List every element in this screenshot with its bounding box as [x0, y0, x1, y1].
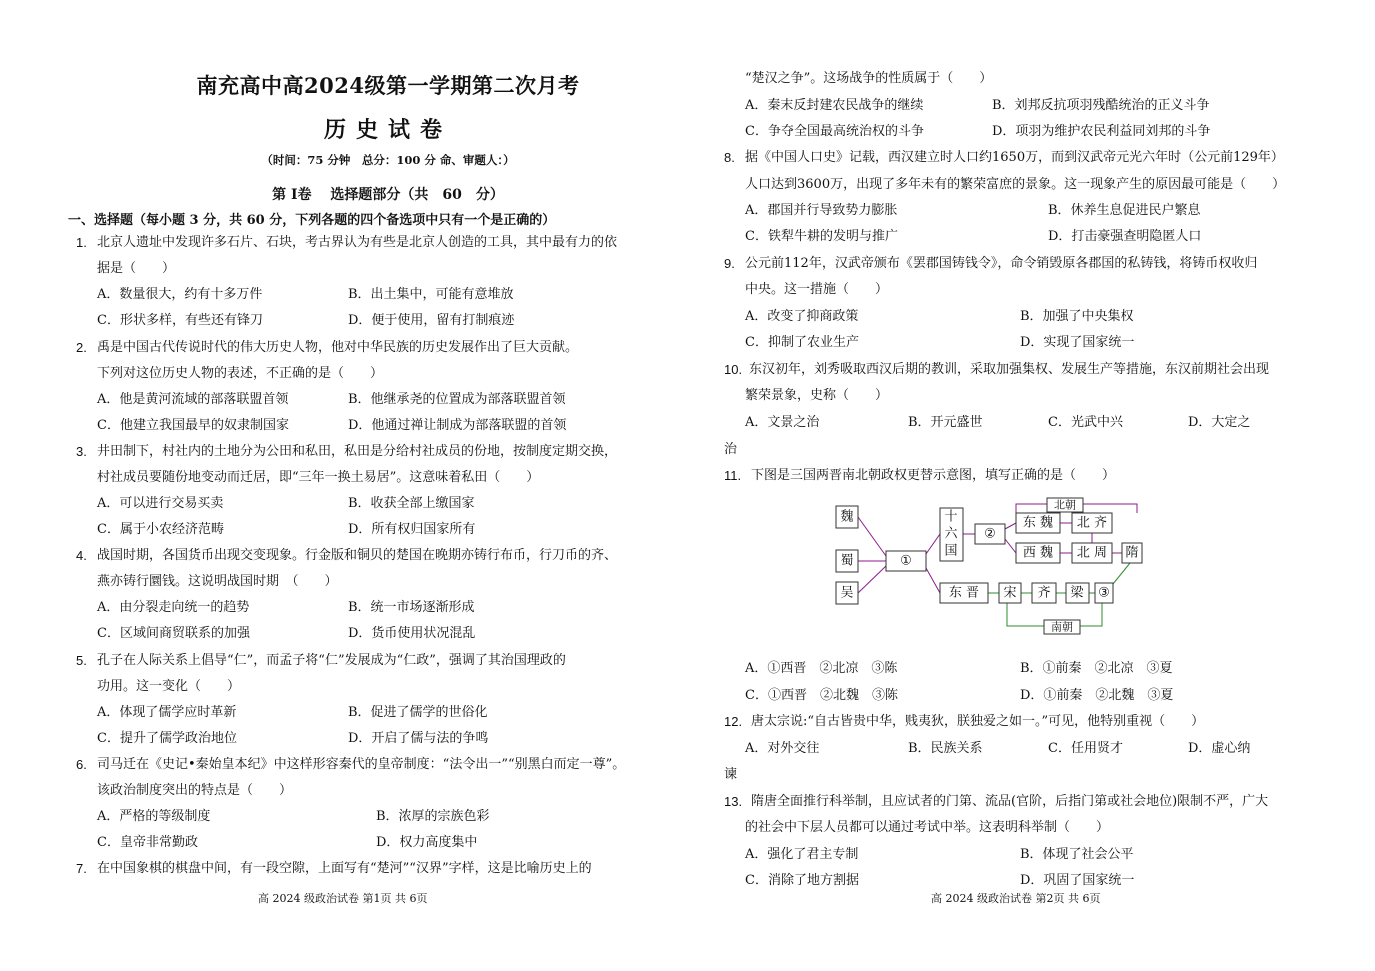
label-qi: 齐	[1037, 585, 1051, 601]
option-b: B．休养生息促进民户繁息	[1048, 203, 1201, 218]
page-title: 南充高中高2024级第一学期第二次月考	[196, 73, 580, 98]
option-b: B．他继承尧的位置成为部落联盟首领	[348, 392, 566, 407]
option-d: D．打击豪强查明隐匿人口	[1048, 229, 1202, 244]
question-number: 12.	[724, 714, 743, 729]
label-sixteen-3: 国	[944, 543, 958, 559]
option-d: D．权力高度集中	[376, 835, 478, 850]
option-d: D．他通过禅让制成为部落联盟的首领	[348, 418, 567, 433]
option-c: C．抑制了农业生产	[745, 335, 859, 350]
question-number: 13.	[724, 794, 743, 809]
option-b: B．体现了社会公平	[1020, 847, 1134, 862]
option-d: D．便于使用，留有打制痕迹	[348, 313, 515, 328]
question-text: 下列对这位历史人物的表述，不正确的是（ ）	[97, 366, 384, 381]
question-text: 司马迁在《史记•秦始皇本纪》中这样形容秦代的皇帝制度：“法令出一”“别黑白而定一尊”。	[97, 757, 626, 772]
question-number: 1.	[76, 235, 87, 250]
option-a: A．文景之治	[745, 415, 820, 430]
part-heading: 第 Ⅰ卷 选择题部分（共 60 分）	[272, 187, 504, 203]
option-b: B．民族关系	[908, 741, 983, 756]
option-b: B．促进了儒学的世俗化	[348, 705, 488, 720]
label-beizhou: 北 周	[1076, 545, 1108, 561]
option-b: B．浓厚的宗族色彩	[376, 809, 490, 824]
question-text: 公元前112年，汉武帝颁布《罢郡国铸钱令》，命令销毁原各郡国的私铸钱，将铸币权收归	[745, 256, 1258, 271]
option-b: B．收获全部上缴国家	[348, 496, 475, 511]
question-text: 该政治制度突出的特点是（ ）	[97, 783, 293, 798]
question-text: 唐太宗说:“自古皆贵中华，贱夷狄，朕独爱之如一。”可见，他特别重视（ ）	[751, 714, 1205, 729]
option-d: D．所有权归国家所有	[348, 522, 476, 537]
label-sixteen-2: 六	[944, 526, 958, 542]
option-b: B．开元盛世	[908, 415, 983, 430]
option-c: C．他建立我国最早的奴隶制国家	[97, 418, 289, 433]
option-c: C．争夺全国最高统治权的斗争	[745, 124, 924, 139]
option-d: D．货币使用状况混乱	[348, 626, 476, 641]
question-text: “楚汉之争”。这场战争的性质属于（ ）	[745, 71, 993, 86]
question-text: 中央。这一措施（ ）	[745, 282, 889, 297]
option-a: A．秦末反封建农民战争的继续	[745, 98, 924, 113]
diagram-labels	[840, 498, 1138, 634]
question-number: 3.	[76, 444, 87, 459]
question-number: 7.	[76, 861, 87, 876]
label-dongwei: 东 魏	[1022, 515, 1054, 531]
exam-meta: （时间：75 分钟 总分：100 分 命、审题人：）	[261, 153, 515, 167]
question-number: 11.	[724, 468, 742, 483]
option-c: C．属于小农经济范畴	[97, 522, 224, 537]
option-c: C．消除了地方割据	[745, 873, 859, 888]
option-d: D．①前秦 ②北魏 ③夏	[1020, 688, 1174, 703]
question-text: 人口达到3600万，出现了多年未有的繁荣富庶的景象。这一现象产生的原因最可能是（ ）	[745, 177, 1286, 192]
label-wu: 吴	[840, 585, 854, 601]
label-wei: 魏	[840, 509, 854, 525]
option-c: C．铁犁牛耕的发明与推广	[745, 229, 898, 244]
option-a: A．对外交往	[745, 741, 820, 756]
question-number: 5.	[76, 653, 87, 668]
option-d: D．项羽为维护农民利益同刘邦的斗争	[992, 124, 1211, 139]
question-text: 据《中国人口史》记载，西汉建立时人口约1650万，而到汉武帝元光六年时（公元前129年）	[745, 150, 1284, 165]
option-c: C．任用贤才	[1048, 741, 1123, 756]
label-beichao: 北朝	[1054, 498, 1076, 512]
label-blank-3: ③	[1098, 585, 1110, 601]
option-b: B．刘邦反抗项羽残酷统治的正义斗争	[992, 98, 1210, 113]
question-text: 隋唐全面推行科举制，且应试者的门第、流品(官阶，后指门第或社会地位)限制不严，广大	[751, 794, 1269, 809]
question-number: 4.	[76, 548, 87, 563]
option-b: B．①前秦 ②北凉 ③夏	[1020, 661, 1173, 676]
question-text: 在中国象棋的棋盘中间，有一段空隙，上面写有“楚河”“汉界”字样，这是比喻历史上的	[97, 861, 592, 876]
label-sixteen-1: 十	[944, 509, 958, 525]
left-column	[68, 0, 668, 971]
option-wrap: 治	[724, 442, 738, 457]
label-nanchao: 南朝	[1051, 620, 1073, 634]
footer-page-1: 高 2024 级政治试卷 第1页 共 6页	[258, 892, 428, 905]
label-liang: 梁	[1070, 585, 1084, 601]
question-text: 下图是三国两晋南北朝政权更替示意图，填写正确的是（ ）	[751, 468, 1116, 483]
option-c: C．提升了儒学政治地位	[97, 731, 237, 746]
label-sui: 隋	[1125, 545, 1139, 561]
option-a: A．郡国并行导致势力膨胀	[745, 203, 898, 218]
option-c: C．形状多样，有些还有锋刀	[97, 313, 263, 328]
label-shu: 蜀	[840, 553, 854, 569]
question-number: 6.	[76, 757, 87, 772]
option-d: D．虚心纳	[1188, 741, 1251, 756]
question-text: 村社成员要随份地变动而迁居，即“三年一换土易居”。这意味着私田（ ）	[97, 470, 540, 485]
option-d: D．开启了儒与法的争鸣	[348, 731, 489, 746]
question-number: 9.	[724, 256, 735, 271]
option-a: A．强化了君主专制	[745, 847, 859, 862]
question-text: 孔子在人际关系上倡导“仁”，而孟子将“仁”发展成为“仁政”，强调了其治国理政的	[97, 653, 566, 668]
option-b: B．加强了中央集权	[1020, 309, 1134, 324]
option-c: C．皇帝非常勤政	[97, 835, 198, 850]
label-xiwei: 西 魏	[1022, 545, 1054, 561]
label-dongjin: 东 晋	[948, 585, 980, 601]
label-song: 宋	[1003, 585, 1017, 601]
option-b: B．统一市场逐渐形成	[348, 600, 475, 615]
option-a: A．数量很大，约有十多万件	[97, 287, 263, 302]
question-number: 10.	[724, 362, 743, 377]
question-text: 的社会中下层人员都可以通过考试中举。这表明科举制（ ）	[745, 820, 1110, 835]
question-text: 东汉初年，刘秀吸取西汉后期的教训，采取加强集权、发展生产等措施，东汉前期社会出现	[749, 362, 1270, 377]
dynasty-succession-diagram	[830, 496, 1150, 646]
question-text: 功用。这一变化（ ）	[97, 679, 241, 694]
option-a: A．严格的等级制度	[97, 809, 211, 824]
option-b: B．出土集中，可能有意堆放	[348, 287, 514, 302]
footer-page-2: 高 2024 级政治试卷 第2页 共 6页	[931, 892, 1101, 905]
right-column	[724, 0, 1324, 971]
question-text: 北京人遗址中发现许多石片、石块，考古界认为有些是北京人创造的工具，其中最有力的依	[97, 235, 618, 250]
option-a: A．改变了抑商政策	[745, 309, 859, 324]
option-d: D．实现了国家统一	[1020, 335, 1135, 350]
option-a: A．由分裂走向统一的趋势	[97, 600, 250, 615]
option-c: C．①西晋 ②北魏 ③陈	[745, 688, 898, 703]
page-subtitle: 历史试卷	[323, 117, 452, 143]
option-a: A．可以进行交易买卖	[97, 496, 224, 511]
option-a: A．①西晋 ②北凉 ③陈	[745, 661, 898, 676]
section-heading: 一、选择题（每小题 3 分，共 60 分，下列各题的四个备选项中只有一个是正确的）	[68, 213, 556, 228]
question-number: 8.	[724, 150, 735, 165]
label-blank-2: ②	[984, 526, 996, 542]
question-text: 井田制下，村社内的土地分为公田和私田，私田是分给村社成员的份地，按制度定期交换，	[97, 444, 618, 459]
label-blank-1: ①	[900, 553, 912, 569]
question-text: 燕亦铸行圜钱。这说明战国时期 （ ）	[97, 574, 338, 589]
question-text: 禹是中国古代传说时代的伟大历史人物，他对中华民族的历史发展作出了巨大贡献。	[97, 340, 579, 355]
option-a: A．他是黄河流域的部落联盟首领	[97, 392, 289, 407]
option-wrap: 谏	[724, 767, 738, 782]
question-text: 战国时期，各国货币出现交变现象。行金版和铜贝的楚国在晚期亦铸行布币，行刀币的齐、	[97, 548, 618, 563]
question-text: 据是（ ）	[97, 261, 176, 276]
question-text: 繁荣景象，史称（ ）	[745, 388, 889, 403]
question-number: 2.	[76, 340, 87, 355]
option-d: D．大定之	[1188, 415, 1251, 430]
option-a: A．体现了儒学应时革新	[97, 705, 237, 720]
option-c: C．区域间商贸联系的加强	[97, 626, 250, 641]
label-beiqi: 北 齐	[1076, 515, 1108, 531]
option-d: D．巩固了国家统一	[1020, 873, 1135, 888]
option-c: C．光武中兴	[1048, 415, 1123, 430]
